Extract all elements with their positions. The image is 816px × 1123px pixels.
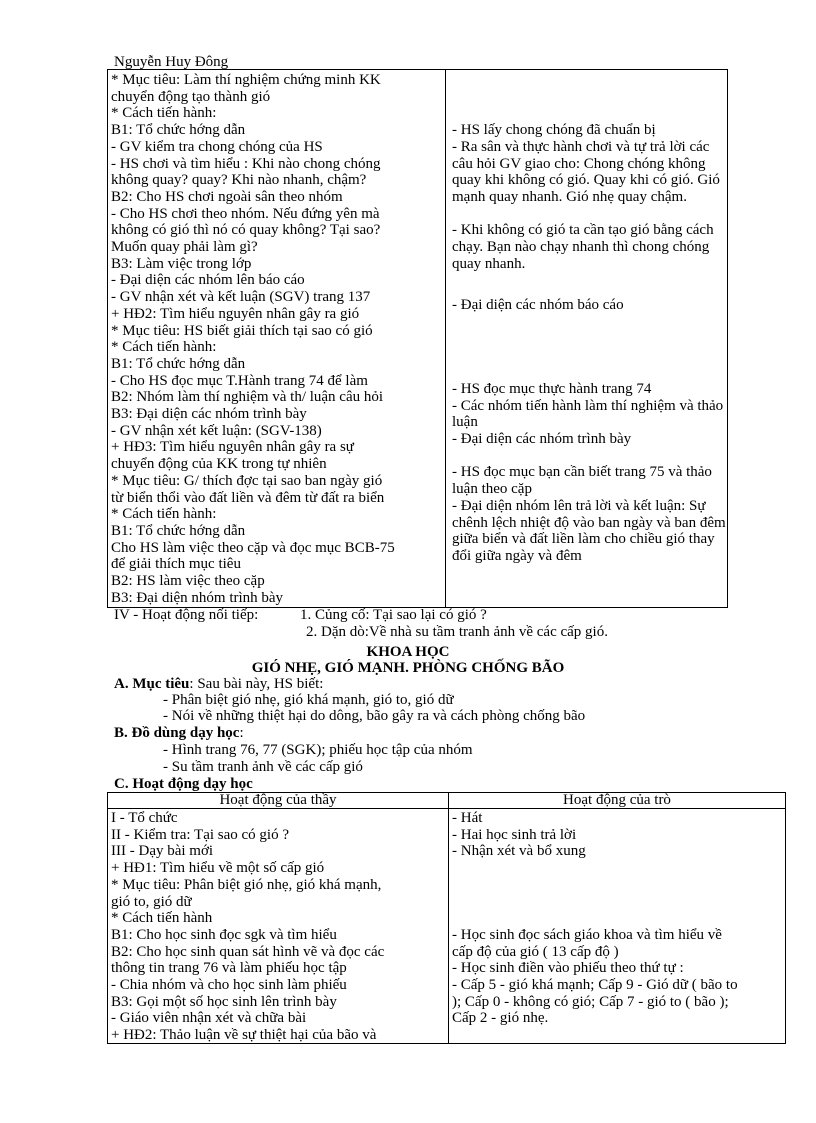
table-line: - Học sinh đọc sách giáo khoa và tìm hiểu về (452, 926, 722, 943)
table-line: B3: Đại diện các nhóm trình bày (111, 406, 307, 422)
table-line: B3: Làm việc trong lớp (111, 255, 252, 272)
table-line: Cấp 2 - gió nhẹ. (452, 1010, 549, 1027)
table-line: * Cách tiến hành (111, 910, 213, 927)
table-line: đổi giữa ngày và đêm (452, 547, 582, 564)
table-line: + HĐ2: Tìm hiểu nguyên nhân gây ra gió (111, 305, 360, 322)
goals-intro: : Sau bài này, HS biết: (189, 676, 324, 692)
table-line: * Cách tiến hành: (111, 506, 217, 523)
table-line: + HĐ2: Thảo luận về sự thiệt hại của bão và (111, 1027, 377, 1044)
table-line: ); Cấp 0 - không có gió; Cấp 7 - gió to ( bão ); (452, 993, 729, 1010)
table-line: - HS đọc mục thực hành trang 74 (452, 380, 652, 397)
materials-label: B. Đồ dùng dạy học (114, 725, 240, 741)
table-line: quay khi không có gió. Quay khi có gió. Gió (452, 172, 720, 189)
table-line: - Ra sân và thực hành chơi và tự trả lời các (452, 138, 710, 155)
table-line: - Đại diện các nhóm báo cáo (452, 297, 624, 314)
material-item: - Su tầm tranh ảnh về các cấp gió (163, 759, 363, 775)
table-line: chuyển động tạo thành gió (111, 88, 271, 105)
table-line: B1: Tổ chức hớng dẫn (111, 122, 246, 139)
table-line: - Cho HS đọc mục T.Hành trang 74 để làm (111, 372, 368, 389)
table-line: giữa biển và đất liền làm cho chiều gió thay (452, 531, 715, 548)
table-line: luận (452, 414, 478, 431)
subject-heading: KHOA HỌC (366, 644, 450, 660)
table-line: - HS chơi và tìm hiểu : Khi nào chong chóng (111, 155, 381, 172)
goals-label: A. Mục tiêu (114, 676, 190, 692)
table-line: - Học sinh điền vào phiếu theo thứ tự : (452, 960, 684, 977)
table-line: B1: Tổ chức hớng dẫn (111, 355, 246, 372)
materials-heading (114, 725, 244, 741)
table-line: - GV kiểm tra chong chóng của HS (111, 138, 323, 155)
table-line: Muốn quay phải làm gì? (111, 239, 258, 255)
table-line: cấp độ của gió ( 13 cấp độ ) (452, 943, 619, 960)
table-line: luận theo cặp (452, 481, 532, 498)
table-line: - Cấp 5 - gió khá mạnh; Cấp 9 - Gió dữ ( bão to (452, 977, 738, 993)
table-line: B2: Cho HS chơi ngoài sân theo nhóm (111, 188, 343, 205)
table-line: B1: Tổ chức hớng dẫn (111, 522, 246, 539)
next-activity-label: IV - Hoạt động nối tiếp: (114, 607, 259, 623)
table-line: B2: HS làm việc theo cặp (111, 573, 265, 589)
materials-colon: : (239, 725, 244, 741)
table-line: - Đại diện các nhóm lên báo cáo (111, 272, 305, 289)
table-line: - Khi không có gió ta cần tạo gió bằng cách (452, 222, 714, 239)
teacher-column-header: Hoạt động của thầy (219, 792, 337, 808)
table-line: - HS lấy chong chóng đã chuẩn bị (452, 122, 656, 139)
table-line: * Cách tiến hành: (111, 105, 217, 122)
table-line: - Hai học sinh trả lời (452, 826, 577, 843)
table-line: - Đại diện nhóm lên trả lời và kết luận: Sự (452, 497, 706, 514)
table-line: - GV nhận xét và kết luận (SGV) trang 137 (111, 289, 371, 306)
table-line: III - Dạy bài mới (111, 843, 214, 860)
goal-item: - Phân biệt gió nhẹ, gió khá mạnh, gió to, gió dữ (163, 692, 454, 708)
table-line: * Mục tiêu: Làm thí nghiệm chứng minh KK (111, 72, 381, 88)
table-line: - Giáo viên nhận xét và chữa bài (111, 1010, 307, 1027)
table-line: chạy. Bạn nào chạy nhanh thì chong chóng (452, 239, 710, 255)
table-line: * Cách tiến hành: (111, 339, 217, 356)
table-1-divider (445, 69, 446, 607)
table-line: mạnh quay nhanh. Gió nhẹ quay chậm. (452, 188, 687, 205)
table-line: không quay? quay? Khi nào nhanh, chậm? (111, 172, 367, 189)
table-line: - Nhận xét và bổ xung (452, 843, 586, 860)
table-line: - Đại diện các nhóm trình bày (452, 431, 632, 448)
table-line: chênh lệch nhiệt độ vào ban ngày và ban đêm (452, 514, 726, 531)
table-line: Cho HS làm việc theo cặp và đọc mục BCB-75 (111, 539, 395, 556)
table-line: chuyển động của KK trong tự nhiên (111, 456, 327, 473)
table-line: B2: Nhóm làm thí nghiệm và th/ luận câu hỏi (111, 389, 384, 406)
table-line: - HS đọc mục bạn cần biết trang 75 và thảo (452, 464, 712, 481)
material-item: - Hình trang 76, 77 (SGK); phiếu học tập của nhóm (163, 742, 473, 758)
table-line: - Các nhóm tiến hành làm thí nghiệm và thảo (452, 397, 724, 414)
student-column-header: Hoạt động của trò (563, 792, 671, 808)
next-activity-item-2: 2. Dặn dò:Về nhà su tầm tranh ảnh về các cấp gió. (306, 624, 608, 640)
table-2-header-rule (107, 808, 786, 809)
table-line: B3: Đại diện nhóm trình bày (111, 589, 284, 606)
table-line: để giải thích mục tiêu (111, 556, 241, 573)
table-line: + HĐ1: Tìm hiểu về một số cấp gió (111, 860, 325, 877)
table-2-divider (448, 792, 449, 1043)
table-line: B1: Cho học sinh đọc sgk và tìm hiểu (111, 926, 337, 943)
table-line: B3: Gọi một số học sinh lên trình bày (111, 993, 337, 1010)
activities-heading: C. Hoạt động dạy học (114, 776, 253, 792)
table-line: I - Tổ chức (111, 810, 178, 826)
goal-item: - Nói về những thiệt hại do dông, bão gây ra và cách phòng chống bão (163, 708, 586, 724)
table-line: từ biển thổi vào đất liền và đêm từ đất ra biển (111, 489, 385, 506)
table-line: II - Kiểm tra: Tại sao có gió ? (111, 826, 289, 843)
table-line: * Mục tiêu: Phân biệt gió nhẹ, gió khá mạnh, (111, 876, 382, 893)
table-line: + HĐ3: Tìm hiểu nguyên nhân gây ra sự (111, 439, 354, 456)
table-line: quay nhanh. (452, 255, 526, 272)
table-line: gió to, gió dữ (111, 893, 192, 910)
table-line: không có gió thì nó có quay không? Tại sao? (111, 222, 381, 239)
table-line: - GV nhận xét kết luận: (SGV-138) (111, 422, 322, 439)
table-line: - Cho HS chơi theo nhóm. Nếu đứng yên mà (111, 205, 380, 222)
goals-heading (114, 676, 323, 692)
author-name: Nguyễn Huy Đông (114, 54, 229, 70)
lesson-title: GIÓ NHẸ, GIÓ MẠNH. PHÒNG CHỐNG BÃO (251, 660, 565, 676)
next-activity-item-1: 1. Củng cố: Tại sao lại có gió ? (300, 607, 487, 623)
table-line: B2: Cho học sinh quan sát hình vẽ và đọc các (111, 943, 385, 960)
table-line: * Mục tiêu: G/ thích đợc tại sao ban ngày gió (111, 472, 383, 489)
table-line: - Hát (452, 810, 483, 826)
table-line: câu hỏi GV giao cho: Chong chóng không (452, 155, 706, 172)
table-line: thông tin trang 76 và làm phiếu học tập (111, 960, 347, 977)
table-line: - Chia nhóm và cho học sinh làm phiếu (111, 977, 347, 993)
table-line: * Mục tiêu: HS biết giải thích tại sao có gió (111, 322, 373, 339)
